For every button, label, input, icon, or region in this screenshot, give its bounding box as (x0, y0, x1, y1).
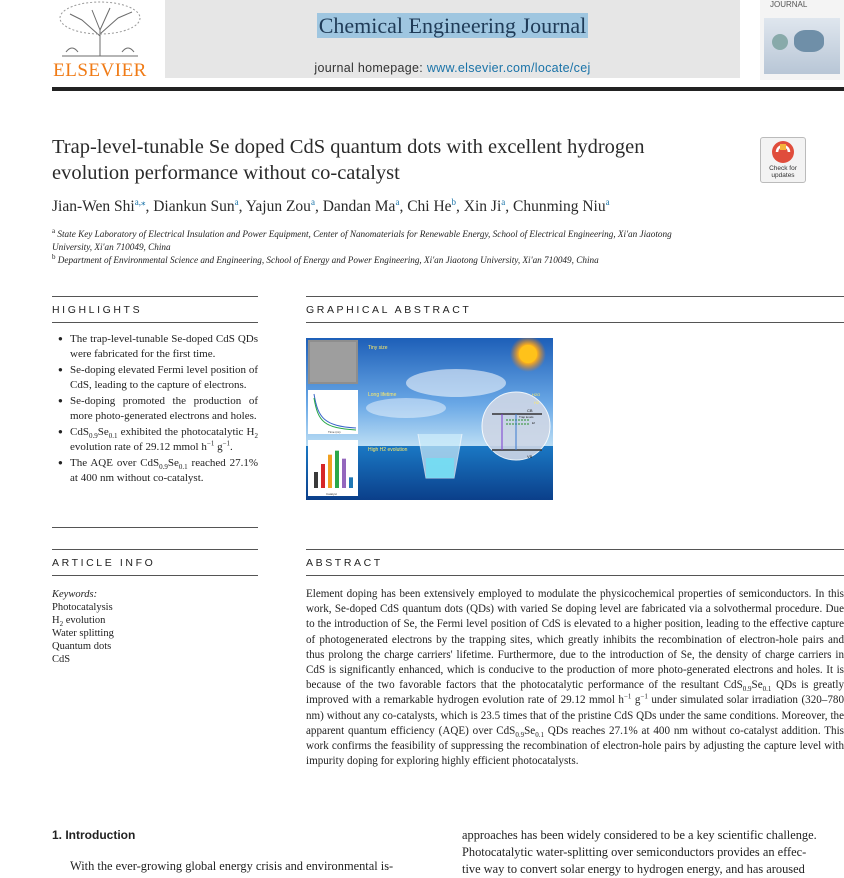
author-name[interactable]: Jian-Wen Shi (52, 198, 135, 215)
author-name[interactable]: Diankun Sun (153, 198, 235, 215)
check-for-updates-button[interactable] (760, 137, 806, 183)
ga-rule (306, 296, 844, 297)
ga-bar (335, 451, 339, 488)
keyword-item[interactable]: Quantum dots (52, 641, 112, 652)
author-name[interactable]: Xin Ji (463, 198, 502, 215)
abstract-rule-bottom (306, 575, 844, 576)
svg-text:Trap levels: Trap levels (519, 415, 534, 419)
svg-text:High H2 evolution: High H2 evolution (368, 447, 408, 453)
highlight-item: ● $CdS_{0.9}Se_{0.1}$ exhibited the photocatalytic $H_2$ evolution rate of 29.12 mmol $h^{-1}$ $g^{-1}$. (52, 425, 258, 454)
author-affiliation-mark[interactable]: a (310, 196, 315, 207)
affiliation-b: $^b$ Department of Environmental Science and Engineering, School of Energy and Power Engineering, Xi'an Jiaotong University, Xi'an 710049, China (52, 252, 599, 265)
highlight-item: ● Se-doping promoted the production of more photo-generated electrons and holes. (52, 394, 258, 423)
ga-bar (314, 472, 318, 488)
keywords-block (52, 588, 114, 666)
intro-paragraph-left: With the ever-growing global energy crisis and environmental is- (70, 859, 394, 873)
journal-cover-thumbnail[interactable] (760, 0, 844, 80)
author-name[interactable]: Yajun Zou (245, 198, 311, 215)
abstract-rule (306, 549, 844, 550)
ga-bar (321, 464, 325, 488)
affiliation-a: $^a$ State Key Laboratory of Electrical Insulation and Power Equipment, Center of Nanomaterials for Renewable Energy, School of Electrical Engineering, Xi'an Jiaotong University, Xi'an 710049, China (52, 226, 672, 252)
keywords-label: Keywords: (52, 589, 98, 600)
ga-bar (328, 455, 332, 488)
graphical-abstract-figure[interactable] (306, 338, 553, 500)
svg-text:Tiny size: Tiny size (368, 345, 388, 351)
highlight-item: ● The trap-level-tunable Se-doped CdS QDs were fabricated for the first time. (52, 332, 258, 361)
svg-text:Ef: Ef (532, 421, 535, 425)
abstract-heading: ABSTRACT (306, 557, 383, 569)
graphical-abstract-heading: GRAPHICAL ABSTRACT (306, 304, 472, 316)
author-affiliation-mark[interactable]: a (234, 196, 239, 207)
introduction-heading: 1. Introduction (52, 828, 136, 842)
keyword-item[interactable]: $H_2$ evolution (52, 615, 106, 629)
author-name[interactable]: Chi He (407, 198, 452, 215)
author-affiliation-mark[interactable]: a (501, 196, 506, 207)
journal-homepage: journal homepage: www.elsevier.com/locate/cej (314, 61, 591, 75)
author-affiliation-mark[interactable]: a (605, 196, 610, 207)
svg-text:Catalyst: Catalyst (326, 492, 337, 496)
author-name[interactable]: Chunming Niu (513, 198, 606, 215)
keyword-item[interactable]: CdS (52, 654, 71, 665)
paper-title: Trap-level-tunable Se doped CdS quantum dots with excellent hydrogen evolution performance without co-catalyst (52, 136, 645, 184)
journal-title[interactable]: Chemical Engineering Journal (318, 13, 587, 38)
check-updates-label: Check for updates (769, 165, 797, 179)
cover-dot-icon (772, 34, 788, 50)
svg-text:H2: H2 (534, 400, 540, 405)
ga-svg (306, 338, 553, 500)
article-info-heading: ARTICLE INFO (52, 557, 156, 569)
article-info-rule (52, 549, 258, 550)
publisher-name: ELSEVIER (53, 60, 147, 81)
svg-text:Long lifetime: Long lifetime (368, 392, 397, 398)
highlight-item: ● The AQE over $CdS_{0.9}Se_{0.1}$ reached 27.1% at 400 nm without co-catalyst. (52, 456, 258, 485)
article-info-rule-bottom (52, 575, 258, 576)
highlights-rule-bottom (52, 322, 258, 323)
highlights-list (52, 332, 258, 487)
highlights-end-rule (52, 527, 258, 528)
homepage-link[interactable]: www.elsevier.com/locate/cej (426, 61, 591, 75)
highlight-item: ● Se-doping elevated Fermi level position of CdS, leading to the capture of electrons. (52, 363, 258, 392)
author-name[interactable]: Dandan Ma (322, 198, 396, 215)
svg-text:CB: CB (527, 408, 533, 413)
publisher-logo[interactable] (52, 0, 148, 80)
elsevier-tree-icon (52, 0, 148, 58)
author-affiliation-mark[interactable]: b (451, 196, 457, 207)
abstract-text: Element doping has been extensively employed to modulate the physicochemical properties of semiconductors. In this work, Se-doped CdS quantum dots (QDs) with varied Se doping level are fabricated via a solvothermal procedure. Due to the introduction of Se, the Fermi level position of CdS is elevated to a higher position, leading to the effective capture of photogenerated electrons by the trapping sites, which greatly inhibits the recombination of electron-hole pairs and thus prolong the charge carriers' lifetime. Furthermore, due to the introduction of Se, the density of charge carriers in CdS is significantly enhanced, which is conducive to the production of more photo-generated electrons and holes. It is because of the two favorable factors that the photocatalytic performance of the resultant $CdS_{0.9}Se_{0.1}$ QDs is greatly improved with a remarkable hydrogen evolution rate of 29.12 mmol $h^{-1}$ $g^{-1}$ under simulated solar irradiation (320–780 nm) without any co-catalysts, which is 23.5 times that of the pristine CdS QDs under the same conditions. Moreover, the apparent quantum efficiency (AQE) over $CdS_{0.9}Se_{0.1}$ QDs reaches 27.1% at 400 nm without co-catalyst addition. This work confirms the feasibility of suppressing the recombination of electron-hole pairs by adjusting the capture level with impurity doping for exploring highly efficient photocatalysts. (306, 588, 844, 768)
svg-text:VB: VB (527, 454, 533, 459)
ga-rule-bottom (306, 322, 844, 323)
keyword-item[interactable]: Water splitting (52, 628, 114, 639)
svg-text:H2O: H2O (532, 392, 541, 397)
header-rule (52, 87, 844, 91)
author-affiliation-mark[interactable]: a,⁎ (134, 196, 146, 207)
author-affiliation-mark[interactable]: a (395, 196, 400, 207)
cover-shape-icon (794, 30, 824, 52)
keyword-item[interactable]: Photocatalysis (52, 602, 113, 613)
author-list: Jian-Wen Shi$^{a,⁎}$, Diankun Sun$^a$, Yajun Zou$^a$, Dandan Ma$^a$, Chi He$^b$, Xin Ji$^a$, Chunming Niu$^a$ (52, 196, 610, 215)
ga-bar (349, 477, 353, 488)
intro-paragraph-right: approaches has been widely considered to be a key scientific challenge. Photocatalytic water-splitting over semiconductors provides an effec- tive way to convert solar energy to hydrogen energy, and has aroused (462, 828, 817, 876)
ga-bar (342, 459, 346, 488)
svg-text:Time (ns): Time (ns) (328, 430, 341, 434)
cover-label: JOURNAL (770, 0, 808, 9)
highlights-heading: HIGHLIGHTS (52, 304, 143, 316)
highlights-rule (52, 296, 258, 297)
check-updates-icon (761, 138, 805, 168)
